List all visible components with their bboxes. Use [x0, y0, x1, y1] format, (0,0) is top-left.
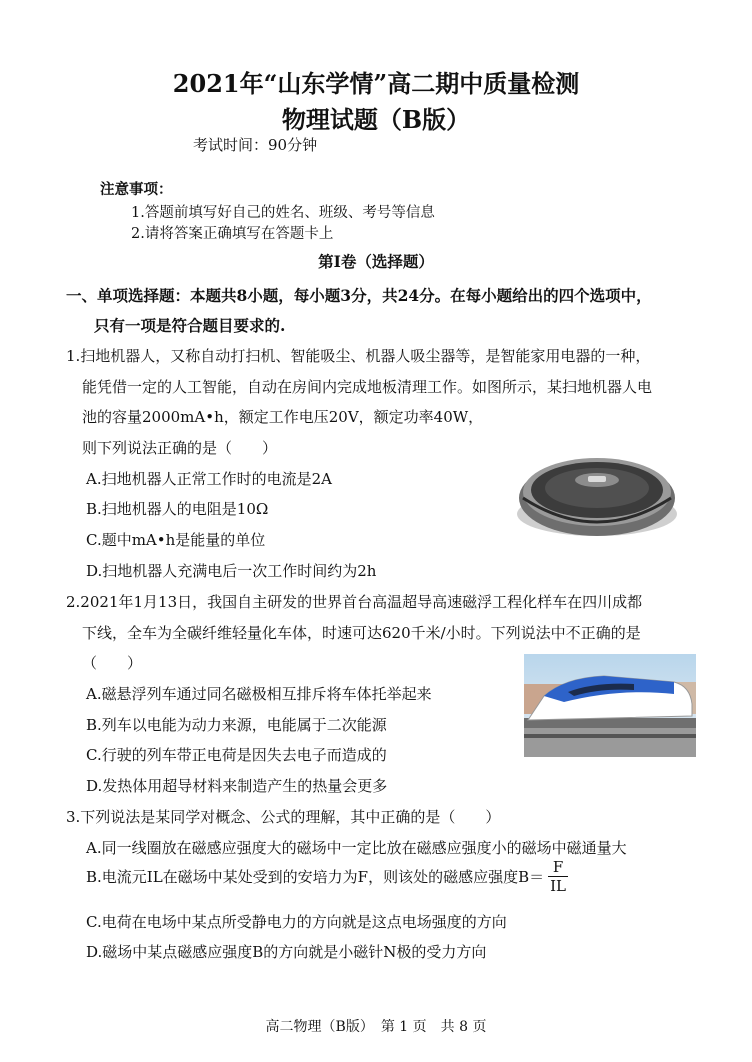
q3-option-d: D.磁场中某点磁感应强度B的方向就是小磁针N极的受力方向	[86, 943, 487, 961]
q1-option-b: B.扫地机器人的电阻是10Ω	[86, 500, 269, 518]
q2-option-c: C.行驶的列车带正电荷是因失去电子而造成的	[86, 746, 387, 764]
q1-option-a: A.扫地机器人正常工作时的电流是2A	[86, 470, 332, 488]
formula-denominator: IL	[550, 877, 567, 895]
q3-option-a: A.同一线圈放在磁感应强度大的磁场中一定比放在磁感应强度小的磁场中磁通量大	[86, 839, 627, 857]
magnetic-field-formula	[548, 858, 568, 895]
q3-option-c: C.电荷在电场中某点所受静电力的方向就是这点电场强度的方向	[86, 913, 507, 931]
q2-option-b: B.列车以电能为动力来源，电能属于二次能源	[86, 716, 387, 734]
robot-vacuum-image	[508, 436, 686, 542]
maglev-train-image	[524, 654, 696, 757]
formula-numerator: F	[548, 858, 568, 877]
q2-stem-line: （ ）	[82, 654, 143, 672]
note-item: 2.请将答案正确填写在答题卡上	[131, 226, 334, 242]
exam-subtitle: 物理试题（B版）	[281, 105, 471, 134]
q3-stem: 3.下列说法是某同学对概念、公式的理解，其中正确的是（ ）	[66, 808, 501, 826]
q3-option-b	[86, 858, 568, 895]
volume-title: 第Ⅰ卷（选择题）	[318, 252, 434, 271]
q1-stem-line: 则下列说法正确的是（ ）	[82, 439, 278, 457]
q1-option-c: C.题中mA•h是能量的单位	[86, 531, 266, 549]
notes-heading: 注意事项：	[100, 181, 173, 198]
exam-time: 考试时间：90分钟	[193, 136, 318, 154]
q1-stem-line: 能凭借一定的人工智能，自动在房间内完成地板清理工作。如图所示，某扫地机器人电	[82, 378, 653, 396]
q2-option-d: D.发热体用超导材料来制造产生的热量会更多	[86, 777, 388, 795]
q2-stem-line: 下线，全车为全碳纤维轻量化车体，时速可达620千米/小时。下列说法中不正确的是	[82, 624, 641, 642]
q2-option-a: A.磁悬浮列车通过同名磁极相互排斥将车体托举起来	[86, 685, 432, 703]
note-item: 1.答题前填写好自己的姓名、班级、考号等信息	[131, 205, 435, 221]
q1-stem-line: 1.扫地机器人，又称自动打扫机、智能吸尘、机器人吸尘器等，是智能家用电器的一种，	[66, 347, 651, 365]
q3-option-b-text: B.电流元IL在磁场中某处受到的安培力为F，则该处的磁感应强度B＝	[86, 868, 545, 886]
page-footer: 高二物理（B版） 第 1 页 共 8 页	[265, 1019, 487, 1035]
exam-title: 2021年“山东学情”高二期中质量检测	[172, 69, 580, 98]
q1-stem-line: 池的容量2000mA•h，额定工作电压20V，额定功率40W，	[82, 408, 484, 426]
section-instruction-cont: 只有一项是符合题目要求的.	[94, 316, 286, 335]
section-instruction: 一、单项选择题：本题共8小题，每小题3分，共24分。在每小题给出的四个选项中，	[66, 286, 652, 305]
q2-stem-line: 2.2021年1月13日，我国自主研发的世界首台高温超导高速磁浮工程化样车在四川成都	[66, 593, 643, 611]
q1-option-d: D.扫地机器人充满电后一次工作时间约为2h	[86, 562, 377, 580]
